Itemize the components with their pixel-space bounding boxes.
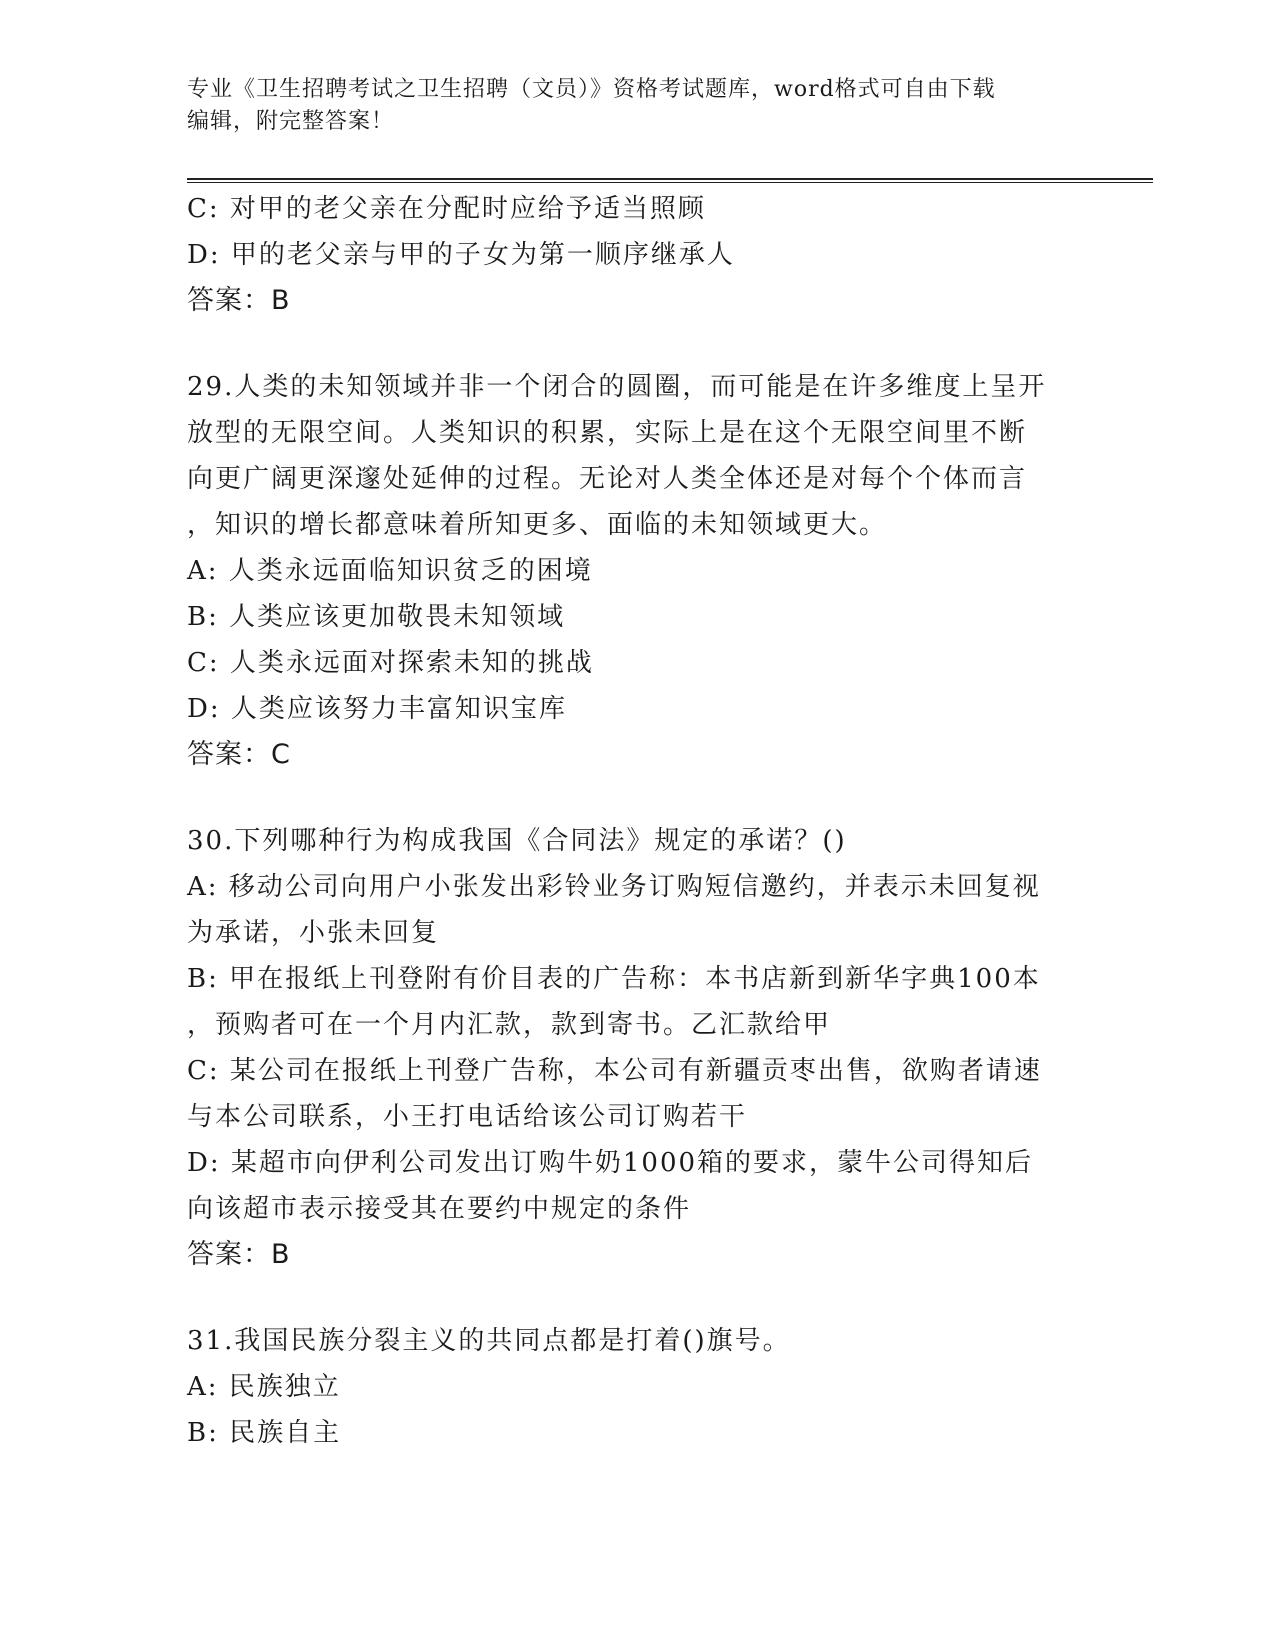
question-29 <box>187 364 1067 778</box>
q30-option-c-line-2: 与本公司联系，小王打电话给该公司订购若干 <box>187 1102 748 1132</box>
q29-option-c: C: 人类永远面对探索未知的挑战 <box>187 648 594 678</box>
q31-option-b: B: 民族自主 <box>187 1418 342 1448</box>
q29-answer: 答案：C <box>187 739 291 770</box>
spacer <box>187 778 1067 818</box>
question-content <box>187 186 1067 1456</box>
q30-option-a-line-1: A: 移动公司向用户小张发出彩铃业务订购短信邀约，并表示未回复视 <box>187 872 1041 902</box>
page-header <box>187 74 1067 138</box>
q29-option-d: D: 人类应该努力丰富知识宝库 <box>187 694 567 724</box>
q29-stem-line-4: ，知识的增长都意味着所知更多、面临的未知领域更大。 <box>187 510 888 540</box>
q30-answer: 答案：B <box>187 1239 291 1270</box>
header-rule-thick <box>187 178 1153 180</box>
q30-option-b-line-1: B: 甲在报纸上刊登附有价目表的广告称：本书店新到新华字典100本 <box>187 964 1041 994</box>
q31-stem: 31.我国民族分裂主义的共同点都是打着()旗号。 <box>187 1326 791 1356</box>
q29-stem-line-3: 向更广阔更深邃处延伸的过程。无论对人类全体还是对每个个体而言 <box>187 464 1028 494</box>
q29-stem-line-1: 29.人类的未知领域并非一个闭合的圆圈，而可能是在许多维度上呈开 <box>187 372 1047 402</box>
q28-option-d: D: 甲的老父亲与甲的子女为第一顺序继承人 <box>187 240 735 270</box>
q30-stem: 30.下列哪种行为构成我国《合同法》规定的承诺？() <box>187 826 847 856</box>
q30-option-c-line-1: C: 某公司在报纸上刊登广告称，本公司有新疆贡枣出售，欲购者请速 <box>187 1056 1042 1086</box>
q29-option-b: B: 人类应该更加敬畏未知领域 <box>187 602 566 632</box>
question-31 <box>187 1318 1067 1456</box>
q30-option-d-line-2: 向该超市表示接受其在要约中规定的条件 <box>187 1194 692 1224</box>
q30-option-b-line-2: ，预购者可在一个月内汇款，款到寄书。乙汇款给甲 <box>187 1010 832 1040</box>
q30-option-a-line-2: 为承诺，小张未回复 <box>187 918 440 948</box>
q31-option-a: A: 民族独立 <box>187 1372 341 1402</box>
spacer <box>187 1278 1067 1318</box>
q28-answer: 答案：B <box>187 285 291 316</box>
q30-option-d-line-1: D: 某超市向伊利公司发出订购牛奶1000箱的要求，蒙牛公司得知后 <box>187 1148 1034 1178</box>
q29-option-a: A: 人类永远面临知识贫乏的困境 <box>187 556 593 586</box>
q28-option-c: C: 对甲的老父亲在分配时应给予适当照顾 <box>187 194 706 224</box>
spacer <box>187 324 1067 364</box>
header-line-1: 专业《卫生招聘考试之卫生招聘（文员）》资格考试题库，word格式可自由下载 <box>187 77 996 102</box>
question-28-tail <box>187 186 1067 324</box>
question-30 <box>187 818 1067 1278</box>
header-line-2: 编辑，附完整答案！ <box>187 109 395 134</box>
q29-stem-line-2: 放型的无限空间。人类知识的积累，实际上是在这个无限空间里不断 <box>187 418 1028 448</box>
header-rule-thin <box>187 182 1153 183</box>
